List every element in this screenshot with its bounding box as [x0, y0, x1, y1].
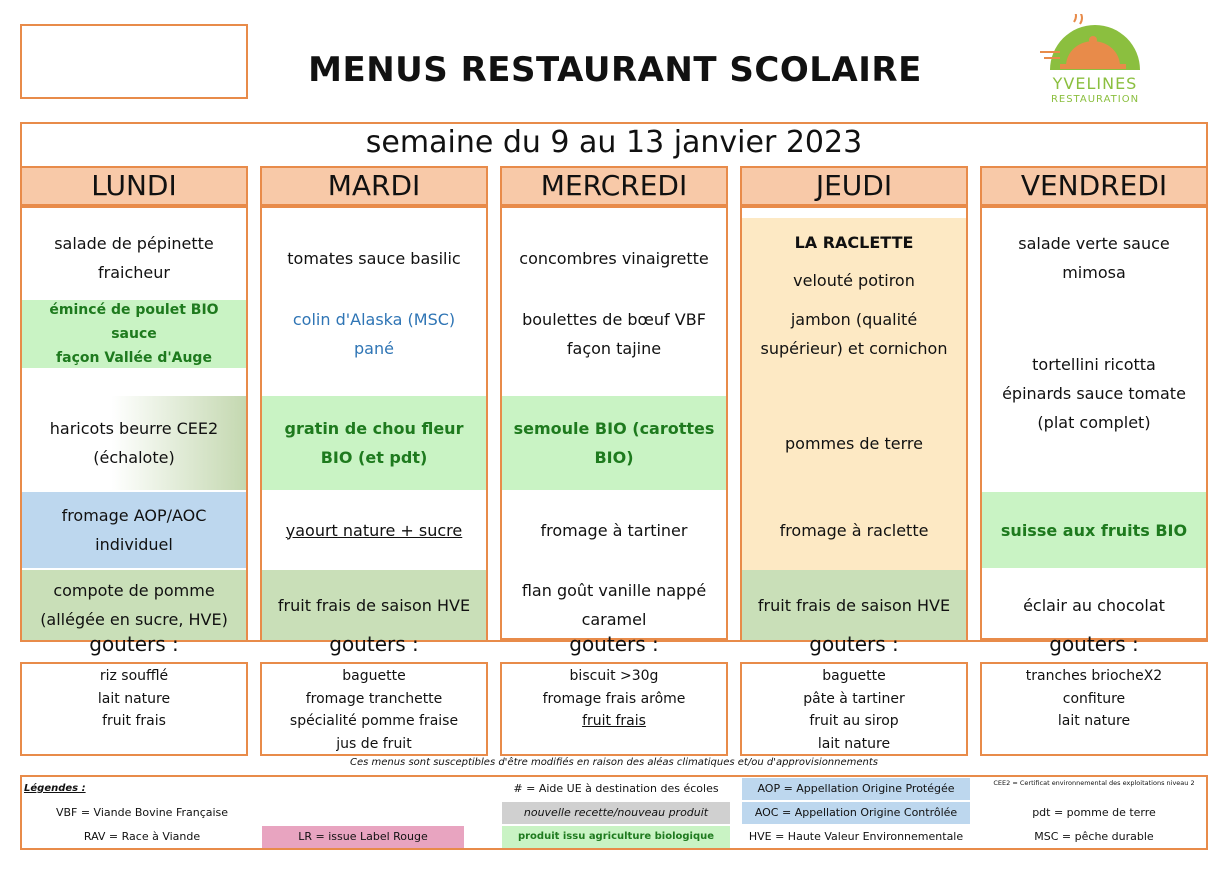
- logo-line-1: YVELINES: [1052, 74, 1138, 93]
- legend-cee2: CEE2 = Certificat environnemental des exploitations niveau 2: [993, 779, 1195, 787]
- dessert: éclair au chocolat: [1023, 595, 1165, 615]
- main-dish: colin d'Alaska (MSC) pané: [292, 310, 456, 358]
- cheese: yaourt nature + sucre: [285, 520, 463, 540]
- list-item: fruit frais: [582, 713, 646, 729]
- main-dish: émincé de poulet BIO sauce façon Vallée d'Auge: [22, 300, 246, 368]
- yvelines-restauration-logo: [1030, 14, 1150, 105]
- legend-aide: # = Aide UE à destination des écoles: [513, 782, 719, 795]
- main-dish: tortellini ricotta épinards sauce tomate (plat complet): [1002, 354, 1186, 432]
- legend-box: [20, 775, 1208, 850]
- starter: salade verte sauce mimosa: [1018, 234, 1170, 282]
- day-header-vendredi: VENDREDI: [980, 166, 1208, 206]
- list-item: lait nature: [97, 690, 171, 707]
- legend-bio: produit issu agriculture biologique: [502, 826, 730, 848]
- day-column-jeudi: [740, 206, 968, 640]
- legend-vbf: VBF = Viande Bovine Française: [55, 806, 229, 819]
- dessert: fruit frais de saison HVE: [742, 570, 966, 640]
- cheese: fromage à tartiner: [540, 520, 688, 540]
- legend-nouvelle: nouvelle recette/nouveau produit: [502, 802, 730, 824]
- legend-pdt: pdt = pomme de terre: [1032, 806, 1156, 819]
- side-dish: haricots beurre CEE2 (échalote): [22, 396, 246, 490]
- list-item: biscuit >30g: [569, 668, 659, 684]
- list-item: fruit frais: [102, 713, 166, 729]
- gouters-label-mercredi: gouters :: [569, 632, 659, 656]
- day-column-vendredi: [980, 206, 1208, 640]
- side-dish: semoule BIO (carottes BIO): [502, 396, 726, 490]
- gouters-box-mercredi: [500, 662, 728, 756]
- list-item: pâte à tartiner: [803, 690, 905, 707]
- main-dish: jambon (qualité supérieur) et cornichon: [760, 310, 948, 358]
- legend-hve: HVE = Haute Valeur Environnementale: [748, 830, 964, 843]
- legend-msc: MSC = pêche durable: [1034, 830, 1154, 843]
- cheese: fromage à raclette: [779, 520, 929, 540]
- list-item: spécialité pomme fraise: [289, 713, 459, 729]
- legend-aoc: AOC = Appellation Origine Contrôlée: [742, 802, 970, 824]
- list-item: fromage frais arôme: [542, 690, 686, 707]
- side-dish: pommes de terre: [785, 433, 923, 453]
- list-item: tranches briocheX2: [1025, 668, 1163, 684]
- cheese: fromage AOP/AOC individuel: [22, 492, 246, 568]
- dessert: compote de pomme (allégée en sucre, HVE): [22, 570, 246, 640]
- blank-header-box: [20, 24, 248, 99]
- list-item: lait nature: [817, 735, 891, 752]
- gouters-label-mardi: gouters :: [329, 632, 419, 656]
- list-item: baguette: [342, 668, 406, 684]
- gouters-label-vendredi: gouters :: [1049, 632, 1139, 656]
- logo-line-2: RESTAURATION: [1050, 94, 1140, 105]
- dessert: flan goût vanille nappé caramel: [521, 581, 707, 629]
- legend-title: Légendes :: [24, 783, 86, 794]
- list-item: fruit au sirop: [809, 713, 899, 729]
- day-header-lundi: LUNDI: [20, 166, 248, 206]
- cheese: suisse aux fruits BIO: [982, 492, 1206, 568]
- day-header-mercredi: MERCREDI: [500, 166, 728, 206]
- day-header-mardi: MARDI: [260, 166, 488, 206]
- main-dish: boulettes de bœuf VBF façon tajine: [522, 310, 706, 358]
- starter: concombres vinaigrette: [519, 248, 709, 268]
- gouters-box-lundi: [20, 662, 248, 756]
- list-item: fromage tranchette: [305, 690, 443, 707]
- side-dish: gratin de chou fleur BIO (et pdt): [262, 396, 486, 490]
- gouters-label-jeudi: gouters :: [809, 632, 899, 656]
- legend-rav: RAV = Race à Viande: [83, 830, 201, 843]
- legend-aop: AOP = Appellation Origine Protégée: [742, 778, 970, 800]
- disclaimer-notice: Ces menus sont susceptibles d'être modifiés en raison des aléas climatiques et/ou d'approvisionnements: [349, 757, 879, 768]
- list-item: lait nature: [1057, 713, 1131, 729]
- special-title: LA RACLETTE: [794, 232, 914, 252]
- page-title: MENUS RESTAURANT SCOLAIRE: [308, 50, 922, 90]
- starter: velouté potiron: [793, 270, 915, 290]
- day-column-lundi: [20, 206, 248, 640]
- cloche-icon: [1030, 14, 1150, 74]
- gouters-box-vendredi: [980, 662, 1208, 756]
- gouters-box-jeudi: [740, 662, 968, 756]
- gouters-label-lundi: gouters :: [89, 632, 179, 656]
- dessert: fruit frais de saison HVE: [262, 570, 486, 640]
- list-item: jus de fruit: [336, 735, 412, 752]
- starter: salade de pépinette fraicheur: [54, 234, 214, 282]
- list-item: baguette: [822, 668, 886, 684]
- gouters-box-mardi: [260, 662, 488, 756]
- day-column-mardi: [260, 206, 488, 640]
- legend-lr: LR = issue Label Rouge: [262, 826, 464, 848]
- week-label: semaine du 9 au 13 janvier 2023: [365, 125, 863, 160]
- list-item: riz soufflé: [99, 668, 169, 684]
- list-item: confiture: [1062, 690, 1126, 707]
- day-header-jeudi: JEUDI: [740, 166, 968, 206]
- day-column-mercredi: [500, 206, 728, 640]
- starter: tomates sauce basilic: [287, 248, 461, 268]
